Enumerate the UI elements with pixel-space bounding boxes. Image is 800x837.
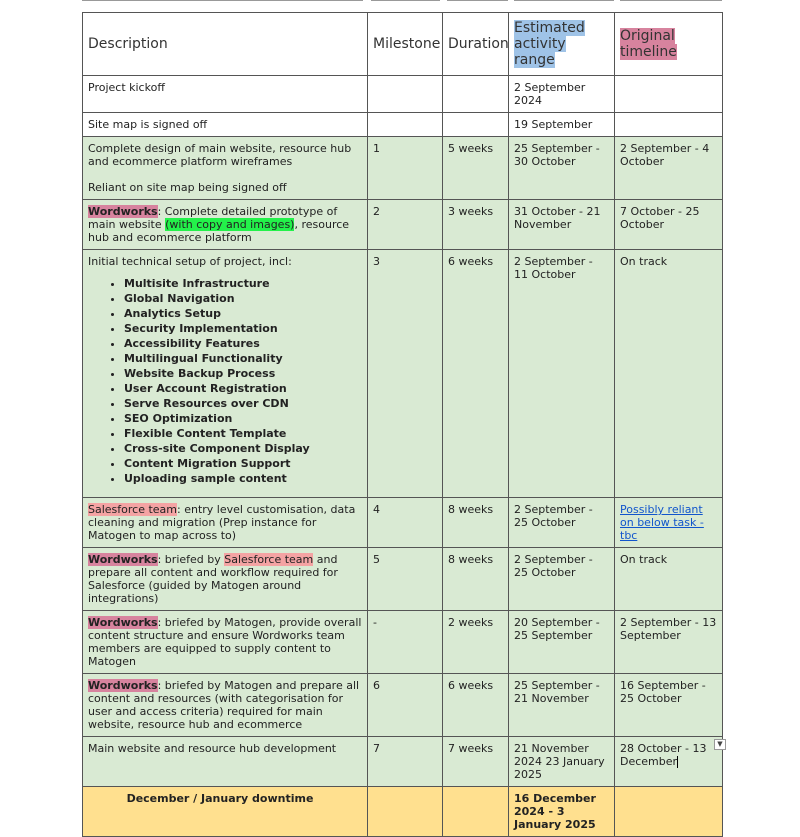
cell-description[interactable]: Wordworks: briefed by Salesforce team and prepare all content and workflow required for Salesforce (guided by Matogen around integrations) [83, 548, 368, 611]
wordworks-tag: Wordworks [88, 679, 158, 692]
cell-duration[interactable]: 6 weeks [443, 250, 509, 498]
cell-estimated[interactable]: 2 September - 25 October [509, 548, 615, 611]
wordworks-tag: Wordworks [88, 205, 158, 218]
cell-estimated[interactable]: 2 September - 11 October [509, 250, 615, 498]
table-row [83, 611, 723, 674]
cell-estimated[interactable]: 2 September 2024 [509, 76, 615, 113]
cell-description[interactable]: Project kickoff [83, 76, 368, 113]
list-item: • Multisite Infrastructure [124, 276, 362, 291]
cell-duration[interactable]: 3 weeks [443, 200, 509, 250]
cell-duration[interactable]: 8 weeks [443, 498, 509, 548]
table-row [83, 250, 723, 498]
cell-description[interactable]: Wordworks: briefed by Matogen, provide overall content structure and ensure Wordworks team members are equipped to supply content to Matogen [83, 611, 368, 674]
table-row [83, 200, 723, 250]
cell-milestone[interactable]: 2 [368, 200, 443, 250]
table-row [83, 787, 723, 837]
list-item: • Uploading sample content [124, 471, 362, 486]
cell-original[interactable]: 16 September - 25 October [615, 674, 723, 737]
cell-milestone[interactable]: 1 [368, 137, 443, 200]
cell-original[interactable] [615, 498, 723, 548]
cell-estimated[interactable]: 16 December 2024 - 3 January 2025 [509, 787, 615, 837]
cell-description[interactable]: Salesforce team: entry level customisation, data cleaning and migration (Prep instance for Matogen to map across to) [83, 498, 368, 548]
cell-estimated[interactable]: 25 September - 21 November [509, 674, 615, 737]
cell-description[interactable]: Wordworks: Complete detailed prototype of main website (with copy and images), resource hub and ecommerce platform [83, 200, 368, 250]
dependency-note: Reliant on site map being signed off [88, 181, 287, 194]
list-item: • User Account Registration [124, 381, 362, 396]
green-highlight: (with copy and images) [165, 218, 295, 231]
cell-estimated[interactable]: 25 September - 30 October [509, 137, 615, 200]
cell-estimated[interactable]: 20 September - 25 September [509, 611, 615, 674]
chevron-down-icon[interactable]: ▼ [714, 739, 726, 750]
salesforce-tag: Salesforce team [224, 553, 314, 566]
list-item: • Flexible Content Template [124, 426, 362, 441]
cell-milestone[interactable] [368, 113, 443, 137]
cell-duration[interactable]: 6 weeks [443, 674, 509, 737]
header-milestone[interactable]: Milestone [368, 13, 443, 76]
cell-milestone[interactable] [368, 76, 443, 113]
table-row [83, 137, 723, 200]
list-item: • Multilingual Functionality [124, 351, 362, 366]
cell-milestone[interactable]: 5 [368, 548, 443, 611]
cell-milestone[interactable]: 7 [368, 737, 443, 787]
list-item: • Website Backup Process [124, 366, 362, 381]
table-row [83, 113, 723, 137]
cell-original[interactable]: 2 September - 4 October [615, 137, 723, 200]
cell-duration[interactable] [443, 787, 509, 837]
list-item: • Cross-site Component Display [124, 441, 362, 456]
cell-milestone[interactable]: 6 [368, 674, 443, 737]
cell-description[interactable]: December / January downtime [83, 787, 368, 837]
list-item: • Content Migration Support [124, 456, 362, 471]
cell-original[interactable] [615, 787, 723, 837]
list-item: • Analytics Setup [124, 306, 362, 321]
table-row [83, 737, 723, 787]
list-item: • Global Navigation [124, 291, 362, 306]
cell-duration[interactable]: 5 weeks [443, 137, 509, 200]
cell-original[interactable]: On track [615, 250, 723, 498]
cell-original[interactable]: 28 October - 13 December ▼ [615, 737, 723, 787]
salesforce-tag: Salesforce team [88, 503, 178, 516]
cell-description[interactable]: Site map is signed off [83, 113, 368, 137]
table-row [83, 674, 723, 737]
cell-original[interactable]: On track [615, 548, 723, 611]
cell-duration[interactable] [443, 76, 509, 113]
cell-estimated[interactable]: 21 November 2024 23 January 2025 [509, 737, 615, 787]
cell-description[interactable]: Complete design of main website, resource hub and ecommerce platform wireframes Reliant on site map being signed off [83, 137, 368, 200]
cell-description[interactable]: Initial technical setup of project, incl: • Multisite Infrastructure • Global Navigation • Analytics Setup • Security Implementation • Accessibility Features • Multilingual Functionality • Website Backup Process • User Account Registration • Serve Resources over CDN • SEO Optimization • Flexible Content Template • Cross-site Component Display • Content Migration Support • Uploading sample content [83, 250, 368, 498]
top-rule [82, 0, 722, 1]
cell-duration[interactable] [443, 113, 509, 137]
cell-milestone[interactable]: 4 [368, 498, 443, 548]
table-row [83, 76, 723, 113]
cell-milestone[interactable]: 3 [368, 250, 443, 498]
table-row [83, 548, 723, 611]
cell-original[interactable]: 2 September - 13 September [615, 611, 723, 674]
cell-milestone[interactable] [368, 787, 443, 837]
cell-original[interactable] [615, 113, 723, 137]
cell-milestone[interactable]: - [368, 611, 443, 674]
cell-estimated[interactable]: 31 October - 21 November [509, 200, 615, 250]
cell-description[interactable]: Main website and resource hub development [83, 737, 368, 787]
text-cursor [677, 756, 678, 768]
cell-original[interactable]: 7 October - 25 October [615, 200, 723, 250]
cell-duration[interactable]: 8 weeks [443, 548, 509, 611]
header-original-timeline[interactable]: Original timeline [615, 13, 723, 76]
wordworks-tag: Wordworks [88, 553, 158, 566]
list-item: • Security Implementation [124, 321, 362, 336]
cell-original[interactable] [615, 76, 723, 113]
list-item: • Accessibility Features [124, 336, 362, 351]
cell-duration[interactable]: 2 weeks [443, 611, 509, 674]
dependency-link[interactable]: Possibly reliant on below task - tbc [620, 503, 704, 542]
cell-estimated[interactable]: 2 September - 25 October [509, 498, 615, 548]
header-estimated-range[interactable]: Estimated activity range [509, 13, 615, 76]
header-row [83, 13, 723, 76]
cell-estimated[interactable]: 19 September [509, 113, 615, 137]
header-duration[interactable]: Duration [443, 13, 509, 76]
wordworks-tag: Wordworks [88, 616, 158, 629]
list-item: • Serve Resources over CDN [124, 396, 362, 411]
cell-duration[interactable]: 7 weeks [443, 737, 509, 787]
table-row [83, 498, 723, 548]
header-description[interactable]: Description [83, 13, 368, 76]
list-item: • SEO Optimization [124, 411, 362, 426]
setup-items-list [88, 276, 362, 486]
cell-description[interactable]: Wordworks: briefed by Matogen and prepare all content and resources (with categorisation for user and access criteria) required for main website, resource hub and ecommerce [83, 674, 368, 737]
project-timeline-table [82, 12, 723, 837]
